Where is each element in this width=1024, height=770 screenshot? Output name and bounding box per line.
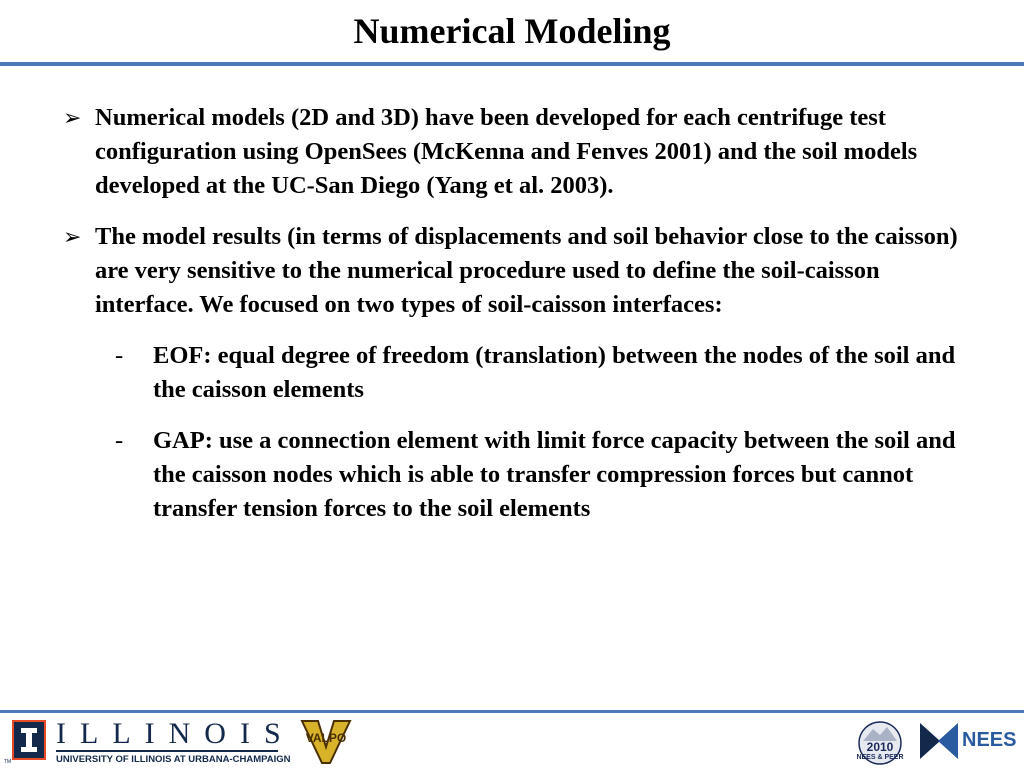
nees-wordmark: NEES bbox=[962, 729, 1017, 751]
illinois-subtitle: UNIVERSITY OF ILLINOIS AT URBANA-CHAMPAIGN bbox=[56, 754, 291, 765]
sub-bullet-gap bbox=[60, 424, 980, 526]
slide-title: Numerical Modeling bbox=[353, 11, 671, 51]
footer-logos bbox=[0, 713, 1024, 768]
sub-bullet-eof bbox=[60, 339, 980, 407]
dash-bullet-icon: - bbox=[115, 427, 124, 454]
bullet-interface-sensitivity bbox=[60, 220, 980, 322]
nees-peer-year: 2010 bbox=[866, 740, 894, 754]
bullet-text: The model results (in terms of displacements and soil behavior close to the caisson) are very sensitive to the numerical procedure used to define the soil-caisson interface. We focused on two types of soil-caisson interfaces: bbox=[95, 223, 958, 318]
valpo-logo bbox=[298, 719, 354, 765]
dash-bullet-icon: - bbox=[115, 342, 124, 369]
arrow-bullet-icon: ➢ bbox=[63, 224, 82, 249]
slide-content bbox=[60, 101, 980, 543]
valpo-text: VALPO bbox=[305, 731, 347, 745]
illinois-wordmark: ILLINOIS bbox=[56, 717, 295, 750]
sub-bullet-text: GAP: use a connection element with limit force capacity between the soil and the caisson nodes which is able to transfer compression forces but cannot transfer tension forces to the soil elements bbox=[153, 427, 956, 522]
nees-mark-icon bbox=[918, 721, 960, 761]
illinois-underline bbox=[56, 750, 278, 752]
top-divider bbox=[0, 62, 1024, 66]
nees-peer-label: NEES & PEER bbox=[856, 754, 904, 761]
bullet-opensees-models bbox=[60, 101, 980, 203]
arrow-bullet-icon: ➢ bbox=[63, 105, 82, 130]
illinois-block-i-icon bbox=[12, 720, 46, 760]
nees-peer-2010-logo bbox=[855, 719, 905, 765]
sub-bullet-text: EOF: equal degree of freedom (translation) between the nodes of the soil and the caisson elements bbox=[153, 342, 956, 403]
trademark-mark: TM bbox=[4, 759, 12, 765]
bullet-text: Numerical models (2D and 3D) have been developed for each centrifuge test configuration using OpenSees (McKenna and Fenves 2001) and the soil models developed at the UC-San Diego (Yang et al. 2003). bbox=[95, 104, 918, 199]
